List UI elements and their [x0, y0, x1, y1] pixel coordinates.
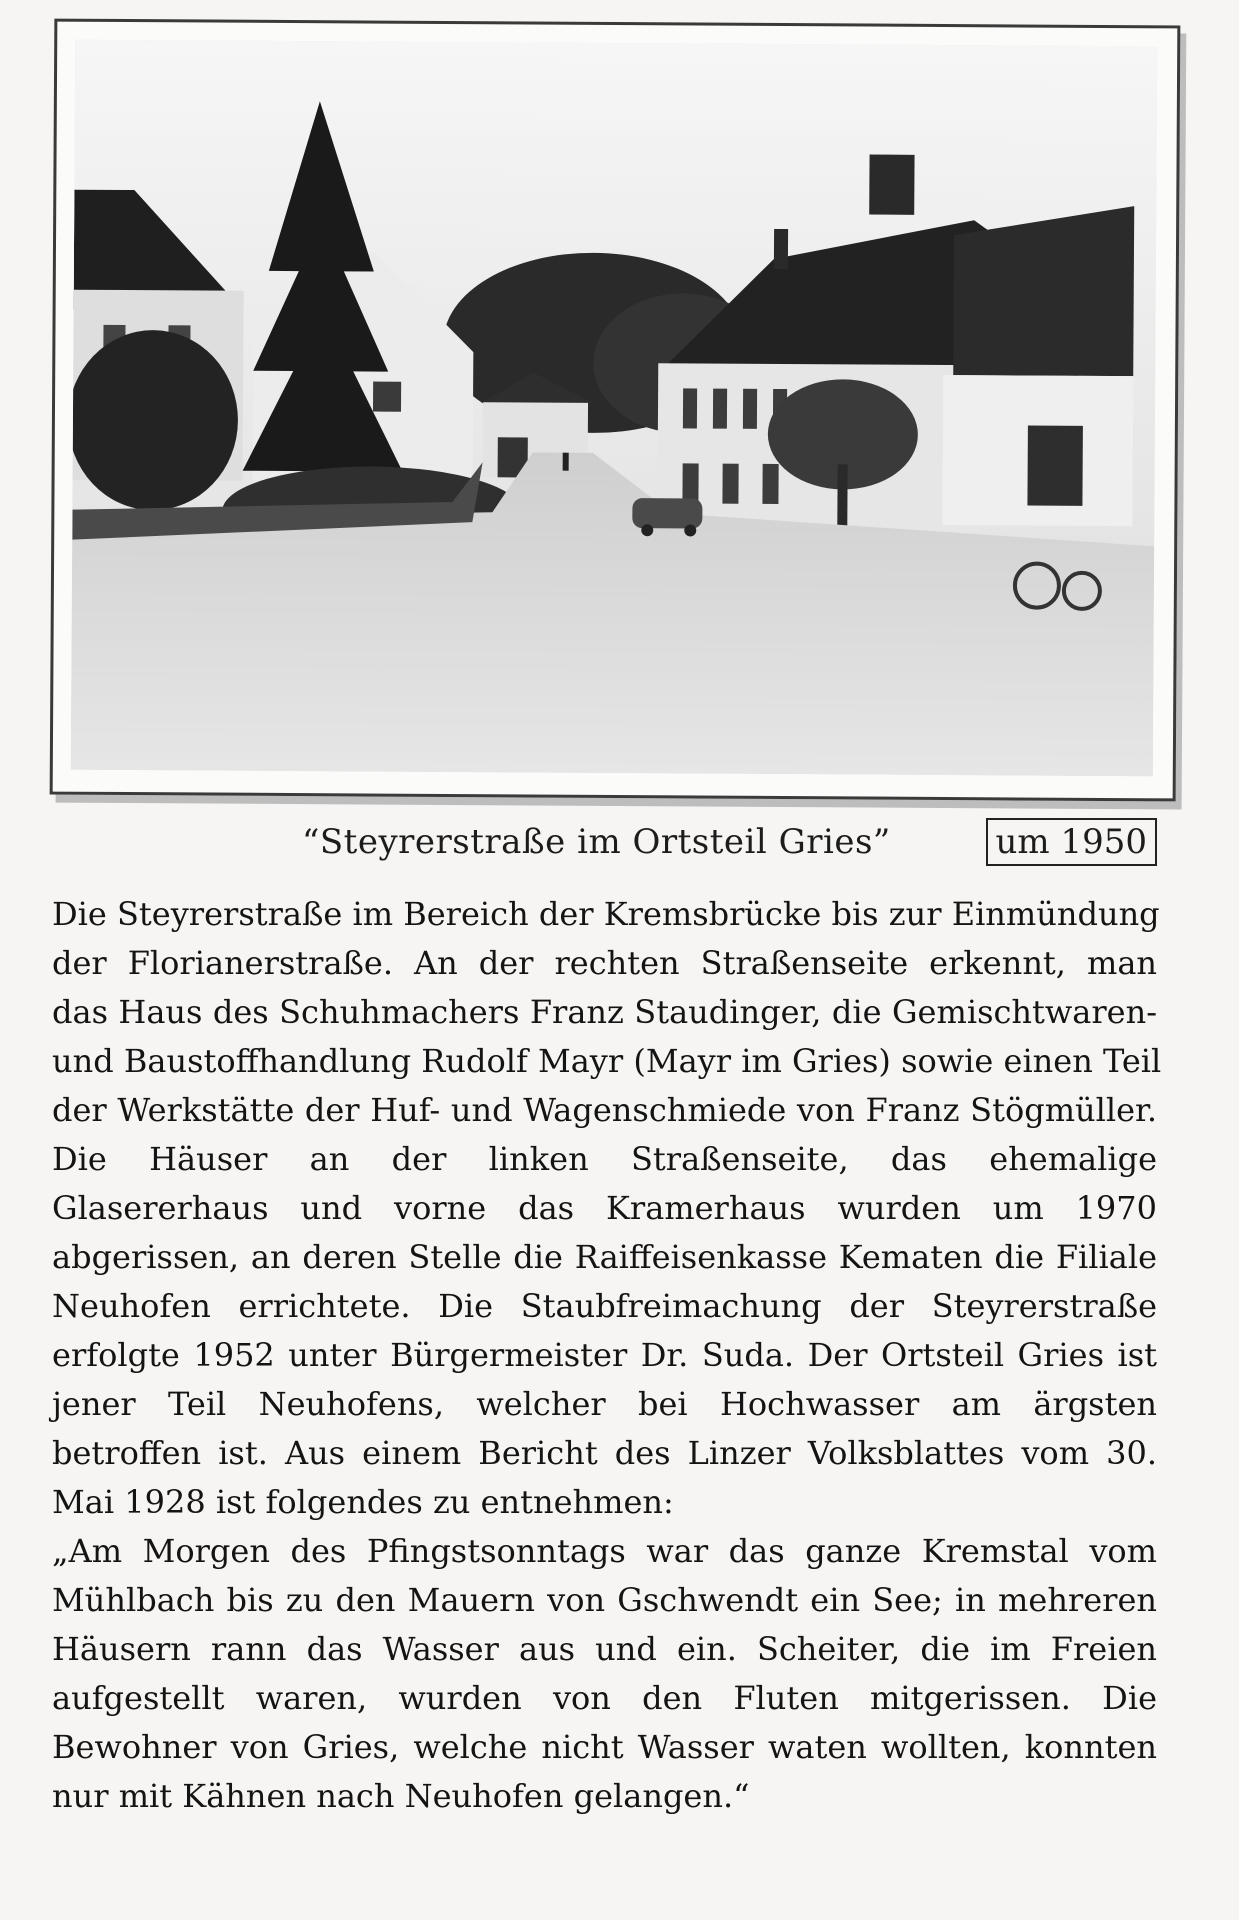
photo-frame [50, 19, 1181, 802]
text-line: der Werkstätte der Huf- und Wagenschmiede von Franz Stögmüller. [52, 1091, 1157, 1129]
text-line: betroffen ist. Aus einem Bericht des Linzer Volksblattes vom 30. [52, 1434, 1157, 1472]
text-line: Glasererhaus und vorne das Kramerhaus wurden um 1970 [52, 1189, 1157, 1227]
text-line: das Haus des Schuhmachers Franz Staudinger, die Gemischtwaren- [52, 993, 1157, 1031]
text-line: abgerissen, an deren Stelle die Raiffeisenkasse Kematen die Filiale [52, 1238, 1157, 1276]
text-line: erfolgte 1952 unter Bürgermeister Dr. Suda. Der Ortsteil Gries ist [52, 1336, 1157, 1374]
text-line: Häusern rann das Wasser aus und ein. Scheiter, die im Freien [52, 1630, 1157, 1668]
text-line: jener Teil Neuhofens, welcher bei Hochwasser am ärgsten [52, 1385, 1157, 1423]
photo-caption: “Steyrerstraße im Ortsteil Gries” [302, 822, 891, 862]
text-line: Die Steyrerstraße im Bereich der Kremsbrücke bis zur Einmündung [52, 895, 1160, 933]
text-line: Bewohner von Gries, welche nicht Wasser waten wollten, konnten [52, 1728, 1157, 1766]
caption-row [52, 818, 1157, 874]
text-line: der Florianerstraße. An der rechten Straßenseite erkennt, man [52, 944, 1157, 982]
text-line: „Am Morgen des Pfingstsonntags war das ganze Kremstal vom [52, 1532, 1157, 1570]
text-line: Mühlbach bis zu den Mauern von Gschwendt ein See; in mehreren [52, 1581, 1157, 1619]
text-line: Die Häuser an der linken Straßenseite, das ehemalige [52, 1140, 1157, 1178]
historic-street-photo [71, 40, 1157, 777]
text-line: Mai 1928 ist folgendes zu entnehmen: [52, 1483, 674, 1521]
date-badge: um 1950 [986, 818, 1157, 866]
text-line: und Baustoffhandlung Rudolf Mayr (Mayr im Gries) sowie einen Teil [52, 1042, 1162, 1080]
text-line: aufgestellt waren, wurden von den Fluten mitgerissen. Die [52, 1679, 1157, 1717]
body-text [52, 890, 1162, 1821]
text-line: Neuhofen errichtete. Die Staubfreimachung der Steyrerstraße [52, 1287, 1157, 1325]
text-line: nur mit Kähnen nach Neuhofen gelangen.“ [52, 1777, 750, 1815]
